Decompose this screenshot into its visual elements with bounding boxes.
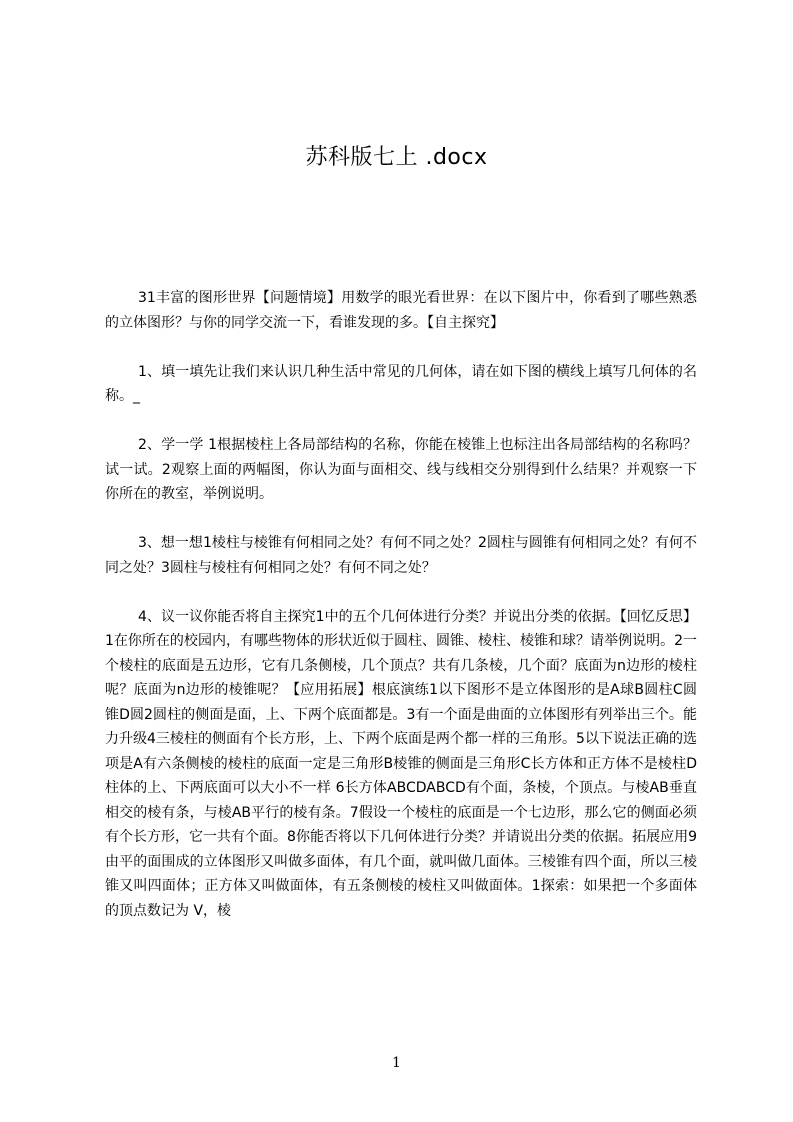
paragraph-learn: 2、学一学 1根据棱柱上各局部结构的名称，你能在棱锥上也标注出各局部结构的名称吗？试一试。2观察上面的两幅图，你认为面与面相交、线与线相交分别得到什么结果？并观察一下你所在的教室，举例说明。 xyxy=(105,437,697,502)
document-body xyxy=(105,286,697,919)
paragraph-discuss: 4、议一议你能否将自主探究1中的五个几何体进行分类？并说出分类的依据。【回忆反思】1在你所在的校园内，有哪些物体的形状近似于圆柱、圆锥、棱柱、棱锥和球？请举例说明。2一个棱柱的底面是五边形，它有几条侧棱，几个顶点？共有几条棱，几个面？底面为n边形的棱柱呢？底面为n边形的棱锥呢？【应用拓展】根底演练1以下图形不是立体图形的是A球B圆柱C圆锥D圆2圆柱的侧面是面，上、下两个底面都是。3有一个面是曲面的立体图形有列举出三个。能力升级4三棱柱的侧面有个长方形，上、下两个底面是两个都一样的三角形。5以下说法正确的选项是A有六条侧棱的棱柱的底面一定是三角形B棱锥的侧面是三角形C长方体和正方体不是棱柱D柱体的上、下两底面可以大小不一样 6长方体ABCDABCD有个面，条棱，个顶点。与棱AB垂直相交的棱有条，与棱AB平行的棱有条。7假设一个棱柱的底面是一个七边形，那么它的侧面必须有个长方形，它一共有个面。8你能否将以下几何体进行分类？并请说出分类的依据。拓展应用9由平的面围成的立体图形又叫做多面体，有几个面，就叫做几面体。三棱锥有四个面，所以三棱锥又叫四面体；正方体又叫做面体，有五条侧棱的棱柱又叫做面体。1探索：如果把一个多面体的顶点数记为 V，棱 xyxy=(105,608,697,919)
paragraph-think: 3、想一想1棱柱与棱锥有何相同之处？有何不同之处？2圆柱与圆锥有何相同之处？有何不同之处？3圆柱与棱柱有何相同之处？有何不同之处？ xyxy=(105,535,697,576)
page-number: 1 xyxy=(392,1055,401,1071)
document-title: 苏科版七上 .docx xyxy=(305,145,488,170)
paragraph-fill-in: 1、填一填先让我们来认识几种生活中常见的几何体，请在如下图的横线上填写几何体的名称。_ xyxy=(105,363,697,404)
paragraph-intro: 31丰富的图形世界【问题情境】用数学的眼光看世界：在以下图片中，你看到了哪些熟悉的立体图形？与你的同学交流一下，看谁发现的多。【自主探究】 xyxy=(105,290,697,331)
